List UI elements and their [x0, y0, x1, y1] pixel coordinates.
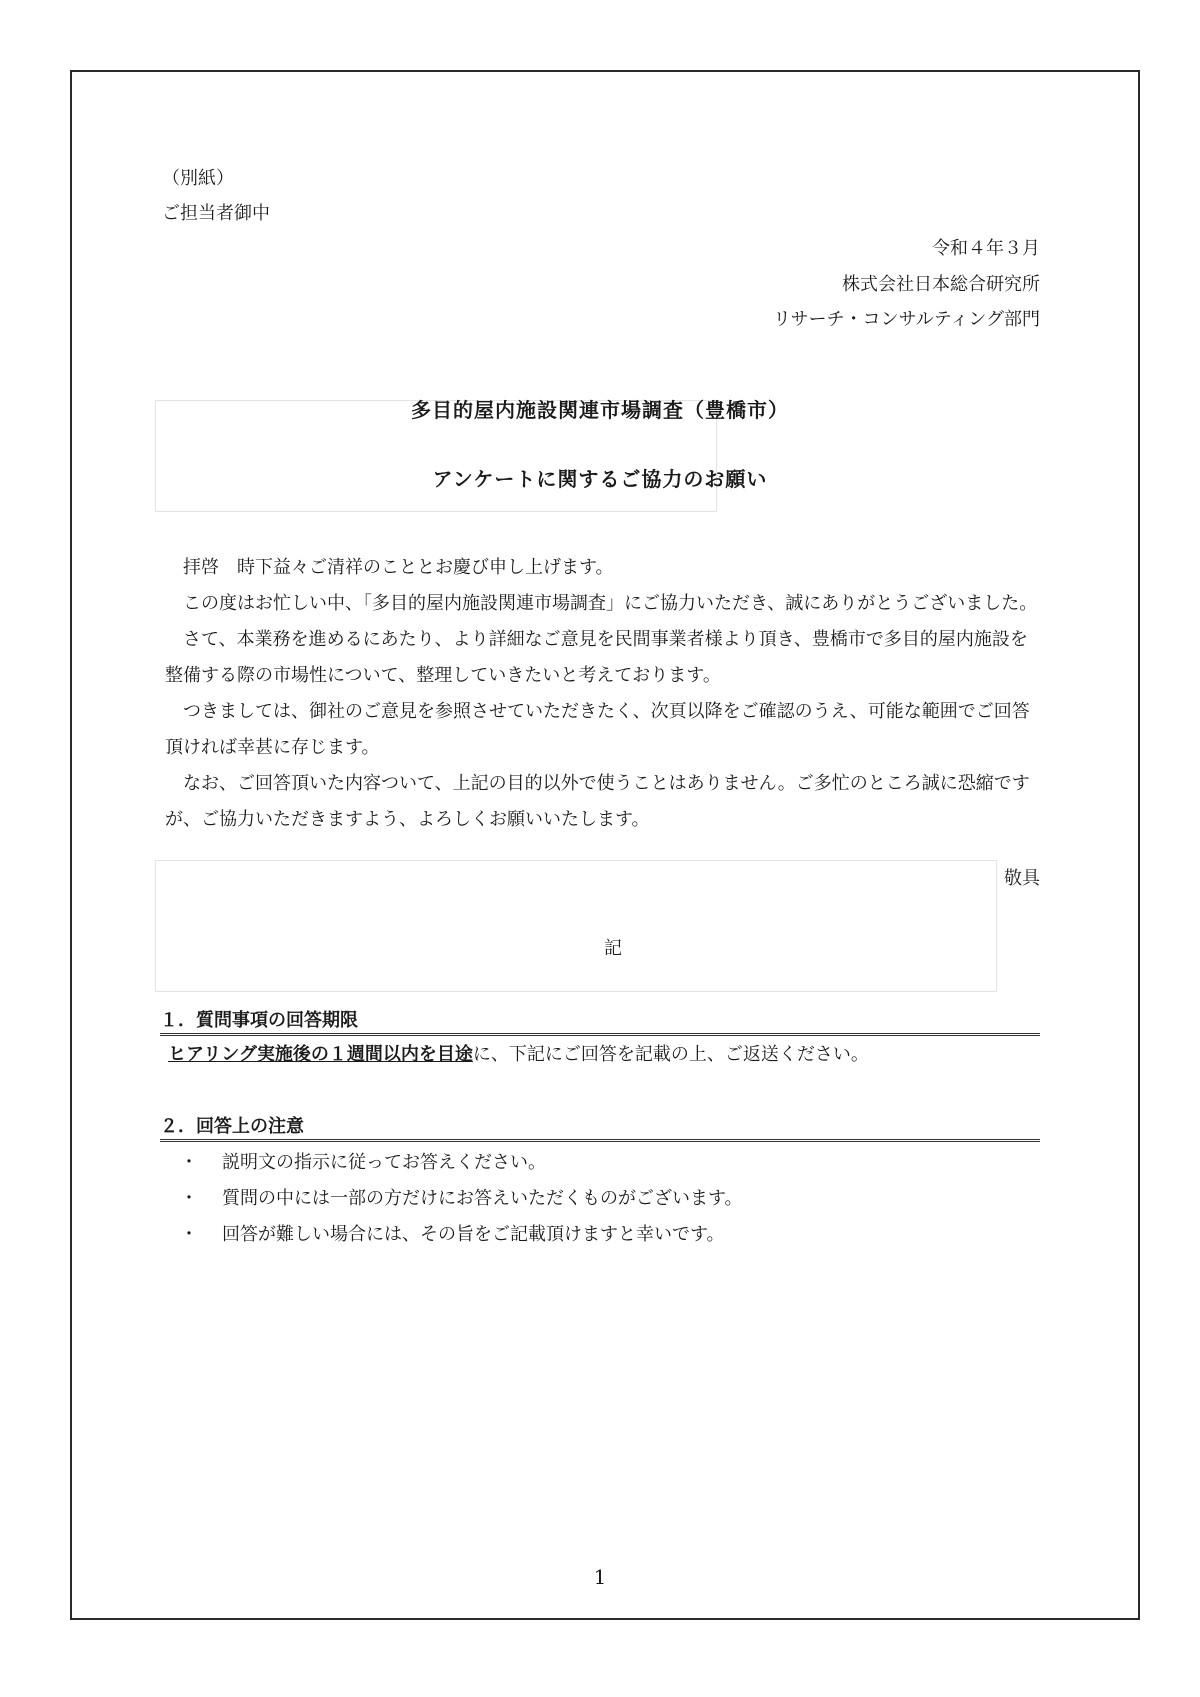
note-item: [180, 1220, 725, 1246]
section2-heading: ２．回答上の注意: [160, 1112, 1040, 1142]
bullet-icon: ・: [180, 1224, 198, 1245]
attachment-label: （別紙）: [162, 168, 234, 189]
addressee: ご担当者御中: [162, 203, 270, 224]
note-item: [180, 1148, 546, 1174]
department-name: リサーチ・コンサルティング部門: [773, 309, 1040, 330]
note-item-text: 回答が難しい場合には、その旨をご記載頂けますと幸いです。: [222, 1224, 725, 1245]
bleed-through-box: [155, 860, 997, 992]
greeting-paragraph: 拝啓 時下益々ご清祥のこととお慶び申し上げます。: [183, 557, 614, 578]
deadline-text: [168, 1040, 869, 1066]
request-paragraph: つきましては、御社のご意見を参照させていただきたく、次頁以降をご確認のうえ、可能な範囲でご回答頂ければ幸甚に存じます。: [165, 701, 1030, 758]
privacy-paragraph: なお、ご回答頂いた内容ついて、上記の目的以外で使うことはありません。ご多忙のところ誠に恐縮ですが、ご協力いただきますよう、よろしくお願いいたします。: [165, 773, 1030, 830]
bullet-icon: ・: [180, 1188, 198, 1209]
note-item: [180, 1184, 743, 1210]
letter-body: [165, 550, 1045, 838]
section1-heading: １．質問事項の回答期限: [160, 1006, 1040, 1036]
ki-marker: 記: [604, 938, 622, 959]
note-item-text: 質問の中には一部の方だけにお答えいただくものがございます。: [222, 1188, 743, 1209]
deadline-emphasis: ヒアリング実施後の１週間以内を目途: [168, 1044, 473, 1065]
closing-keigu: 敬具: [1004, 868, 1040, 889]
thanks-paragraph: この度はお忙しい中、「多目的屋内施設関連市場調査」にご協力いただき、誠にありがとうございました。: [183, 593, 1038, 614]
note-item-text: 説明文の指示に従ってお答えください。: [222, 1152, 546, 1173]
company-name: 株式会社日本総合研究所: [842, 274, 1040, 295]
deadline-rest: に、下記にご回答を記載の上、ご返送ください。: [472, 1044, 869, 1065]
document-title: 多目的屋内施設関連市場調査（豊橋市）: [411, 398, 789, 422]
page-number: 1: [593, 1565, 607, 1589]
document-subtitle: アンケートに関するご協力のお願い: [432, 467, 768, 491]
purpose-paragraph: さて、本業務を進めるにあたり、より詳細なご意見を民間事業者様より頂き、豊橋市で多目的屋内施設を整備する際の市場性について、整理していきたいと考えております。: [165, 629, 1028, 686]
issue-date: 令和４年３月: [932, 238, 1040, 259]
bullet-icon: ・: [180, 1152, 198, 1173]
page-border: [70, 70, 1140, 1620]
